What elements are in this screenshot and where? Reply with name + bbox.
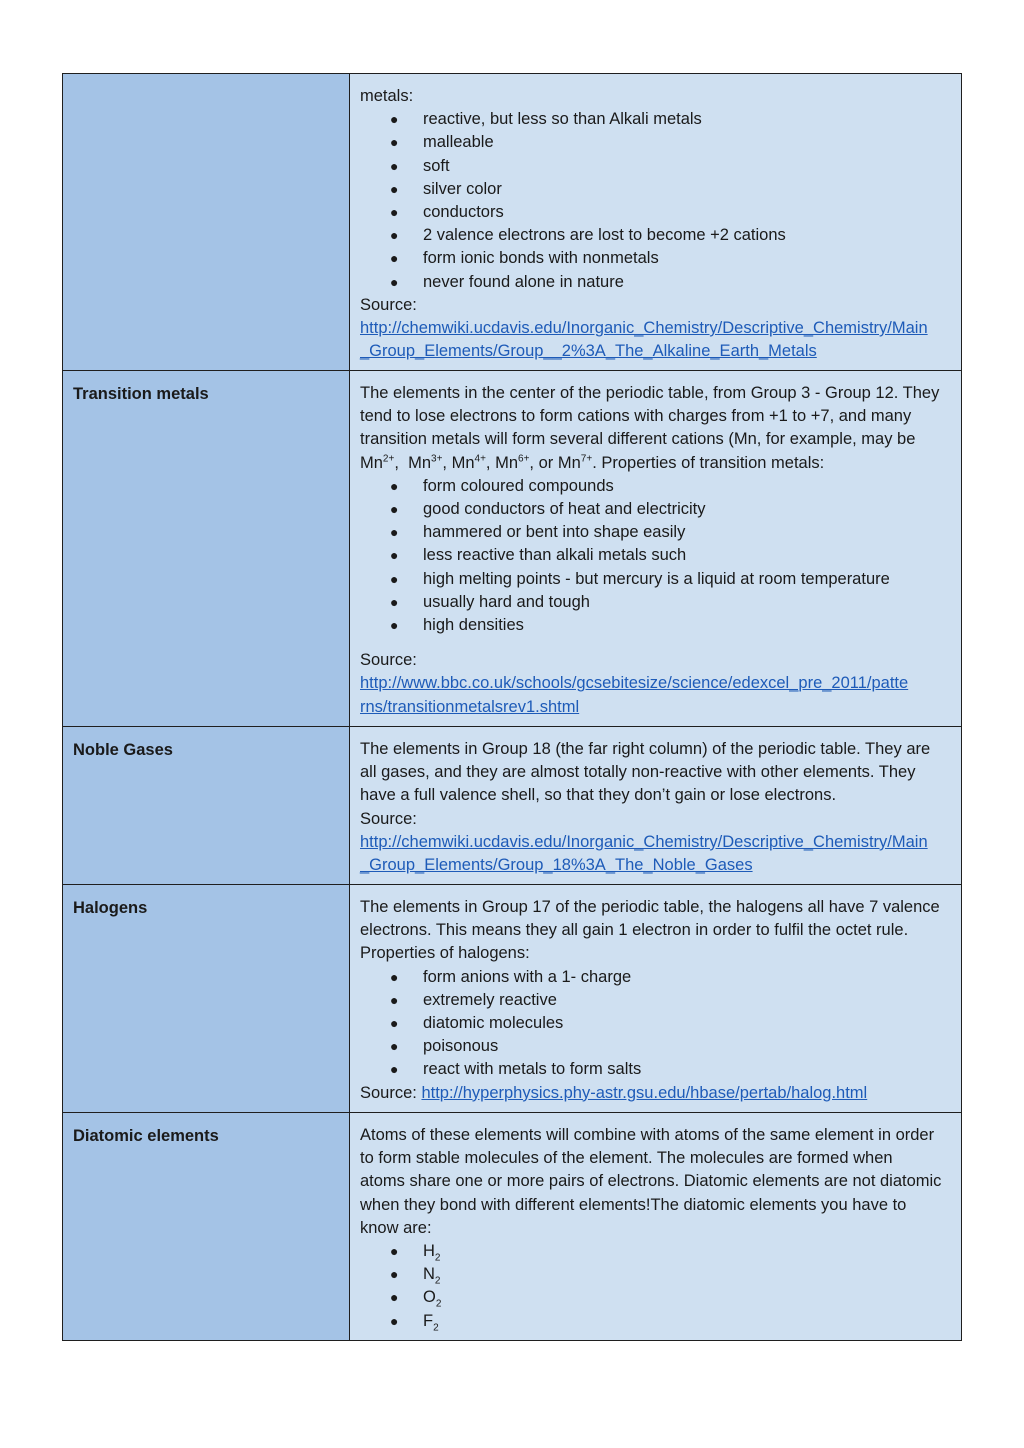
source-link-line[interactable]: _Group_Elements/Group_18%3A_The_Noble_Gases <box>360 856 753 875</box>
table-row <box>63 371 962 727</box>
table-row <box>63 727 962 885</box>
definition-text: transition metals will form several different cations (Mn, for example, may be <box>360 430 916 449</box>
list-item: ● 2 valence electrons are lost to become +2 cations <box>360 224 961 247</box>
source-link[interactable] <box>360 831 961 877</box>
list-item: ● $O_2$ <box>360 1286 961 1309</box>
list-item: ● hammered or bent into shape easily <box>360 521 961 544</box>
definition-text: tend to lose electrons to form cations with charges from +1 to +7, and many <box>360 407 912 426</box>
source-label: Source: <box>360 651 417 670</box>
definition-cell <box>350 885 962 1113</box>
definition-cell <box>350 74 962 371</box>
property-list <box>360 966 961 1082</box>
source-link-line[interactable]: rns/transitionmetalsrev1.shtml <box>360 697 580 716</box>
source-link-line[interactable]: http://www.bbc.co.uk/schools/gcsebitesize/science/edexcel_pre_2011/patte <box>360 674 909 693</box>
list-item: ● silver color <box>360 178 961 201</box>
source-link-line[interactable]: http://chemwiki.ucdavis.edu/Inorganic_Chemistry/Descriptive_Chemistry/Main <box>360 319 928 338</box>
definition-text: Properties of halogens: <box>360 944 530 963</box>
list-item: ● never found alone in nature <box>360 271 961 294</box>
list-item: ● malleable <box>360 131 961 154</box>
list-item: ● diatomic molecules <box>360 1012 961 1035</box>
definition-text: metals: <box>360 87 414 105</box>
list-item: ● $H_2$ <box>360 1240 961 1263</box>
definition-text: The elements in Group 18 (the far right column) of the periodic table. They are <box>360 740 931 758</box>
list-item: ● poisonous <box>360 1035 961 1058</box>
definition-cell <box>350 1113 962 1341</box>
definition-cell <box>350 371 962 727</box>
spacer <box>360 637 961 649</box>
source-link[interactable] <box>360 672 961 718</box>
definition-text: when they bond with different elements!The diatomic elements you have to <box>360 1195 907 1214</box>
definition-text: have a full valence shell, so that they don’t gain or lose electrons. <box>360 786 837 805</box>
source-line <box>360 1082 961 1105</box>
definition-text: The elements in the center of the periodic table, from Group 3 - Group 12. They <box>360 384 940 402</box>
source-link-line[interactable]: _Group_Elements/Group__2%3A_The_Alkaline_Earth_Metals <box>360 342 817 361</box>
definition-text: know are: <box>360 1218 432 1237</box>
list-item: ● form coloured compounds <box>360 475 961 498</box>
term-cell: Diatomic elements <box>63 1113 350 1341</box>
list-item: ● extremely reactive <box>360 989 961 1012</box>
list-item: ● less reactive than alkali metals such <box>360 544 961 567</box>
source-label: Source: <box>360 295 417 314</box>
term-cell <box>63 74 350 371</box>
list-item: ● good conductors of heat and electricity <box>360 498 961 521</box>
source-link[interactable]: http://hyperphysics.phy-astr.gsu.edu/hbase/pertab/halog.html <box>421 1083 868 1102</box>
list-item: ● form anions with a 1- charge <box>360 966 961 989</box>
list-item: ● high melting points - but mercury is a liquid at room temperature <box>360 568 961 591</box>
definition-cell <box>350 727 962 885</box>
list-item: ● high densities <box>360 614 961 637</box>
definition-text: all gases, and they are almost totally non-reactive with other elements. They <box>360 763 916 782</box>
term-cell: Halogens <box>63 885 350 1113</box>
list-item: ● reactive, but less so than Alkali metals <box>360 108 961 131</box>
definition-text: electrons. This means they all gain 1 electron in order to fulfil the octet rule. <box>360 921 909 940</box>
table-row <box>63 74 962 371</box>
source-label: Source: <box>360 1083 422 1102</box>
list-item: ● usually hard and tough <box>360 591 961 614</box>
definition-text: Atoms of these elements will combine with atoms of the same element in order <box>360 1126 935 1144</box>
term-cell: Transition metals <box>63 371 350 727</box>
term-cell: Noble Gases <box>63 727 350 885</box>
list-item: ● soft <box>360 155 961 178</box>
definition-text: The elements in Group 17 of the periodic table, the halogens all have 7 valence <box>360 898 940 916</box>
definition-text: to form stable molecules of the element. The molecules are formed when <box>360 1149 893 1168</box>
list-item: ● conductors <box>360 201 961 224</box>
list-item: ● form ionic bonds with nonmetals <box>360 247 961 270</box>
source-label: Source: <box>360 809 417 828</box>
property-list <box>360 108 961 294</box>
property-list <box>360 475 961 637</box>
formula-list <box>360 1240 961 1333</box>
ion-charges-line: $Mn^{2+}$, $Mn^{3+}$, $Mn^{4+}$, $Mn^{6+}$, or $Mn^{7+}$. Properties of transition metals: <box>360 453 825 472</box>
source-link-line[interactable]: http://chemwiki.ucdavis.edu/Inorganic_Chemistry/Descriptive_Chemistry/Main <box>360 832 928 851</box>
list-item: ● $F_2$ <box>360 1310 961 1333</box>
definition-text: atoms share one or more pairs of electrons. Diatomic elements are not diatomic <box>360 1172 942 1191</box>
table-row <box>63 1113 962 1341</box>
list-item: ● $N_2$ <box>360 1263 961 1286</box>
glossary-table <box>62 73 962 1341</box>
table-row <box>63 885 962 1113</box>
list-item: ● react with metals to form salts <box>360 1058 961 1081</box>
source-link[interactable] <box>360 317 961 363</box>
